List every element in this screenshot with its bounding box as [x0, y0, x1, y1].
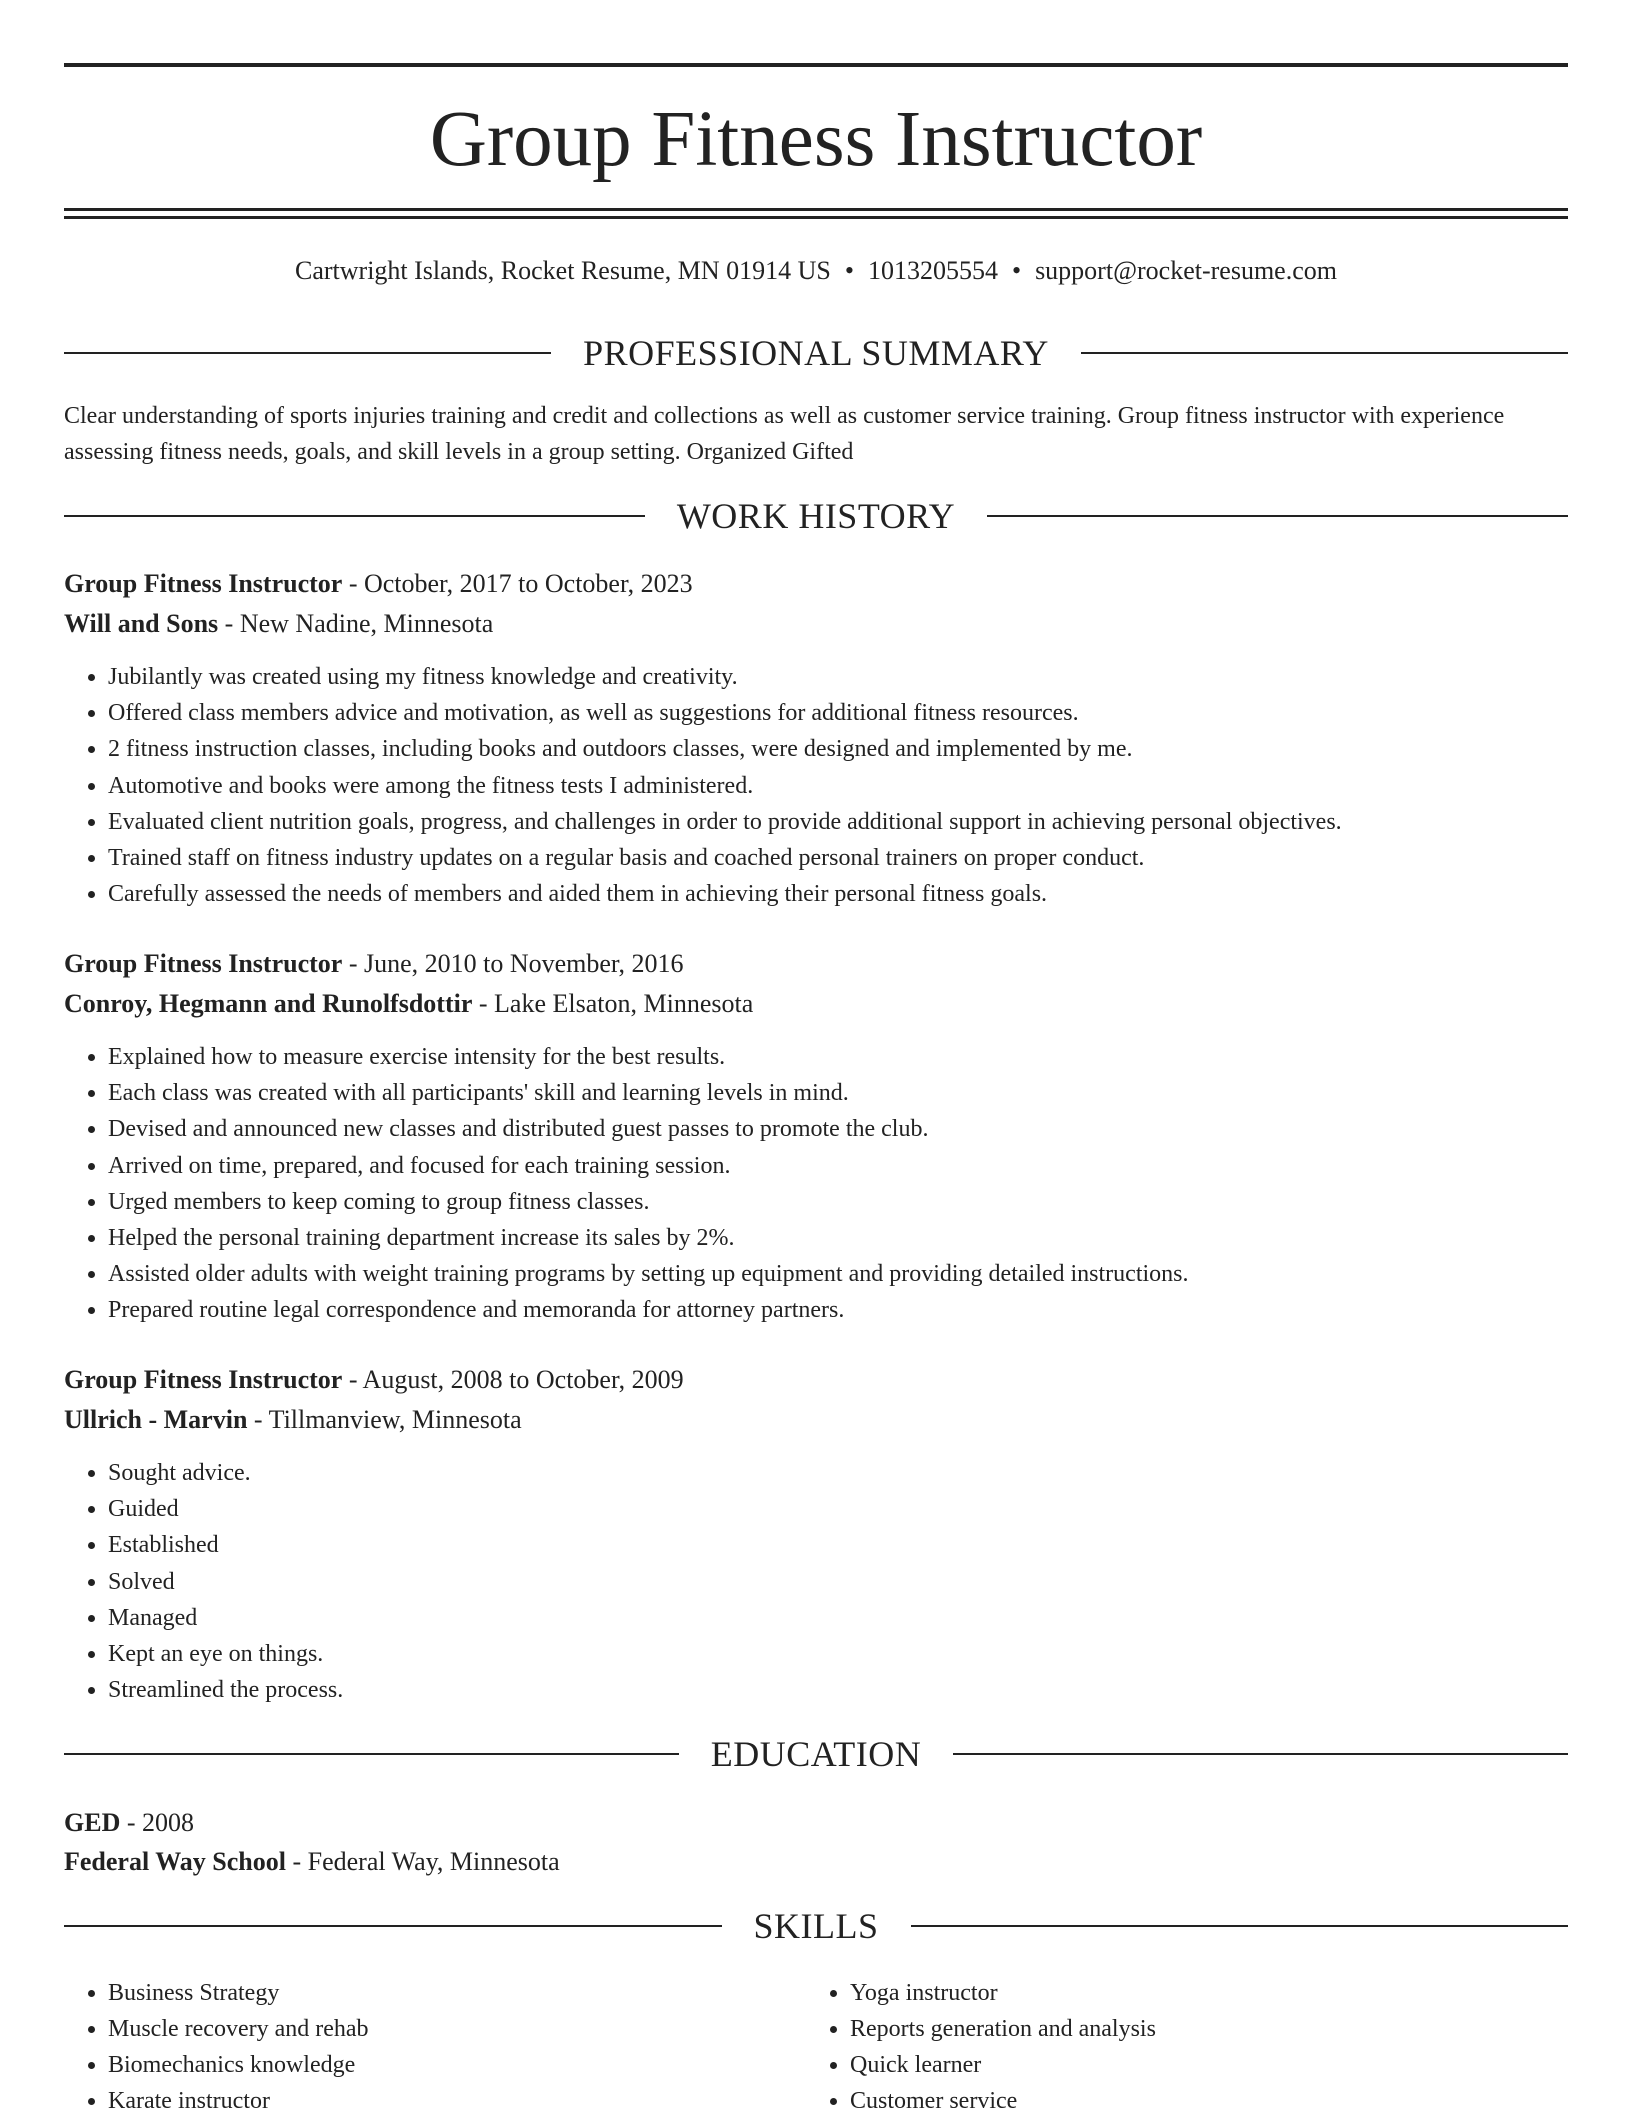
header-double-rule-upper: [64, 208, 1568, 211]
summary-text: Clear understanding of sports injuries training and credit and collections as well as customer service training. Group fitness instructor with experience assessing fitness needs, goals, and skill levels in a group setting. Organized Gifted: [64, 403, 1505, 465]
list-item: • Business Strategy: [108, 1975, 804, 2011]
heading-rule-left: [64, 515, 645, 517]
contact-address: Cartwright Islands, Rocket Resume, MN 01914 US: [295, 256, 831, 285]
job-bullets: [64, 659, 1568, 912]
list-item: • Karate instructor: [108, 2083, 804, 2119]
contact-phone: 1013205554: [867, 256, 998, 285]
list-item: • Guided: [108, 1491, 1568, 1527]
resume-name: Group Fitness Instructor: [429, 96, 1203, 183]
list-item: • Customer service: [850, 2083, 1546, 2119]
list-item: • Each class was created with all participants' skill and learning levels in mind.: [108, 1075, 1568, 1111]
section-heading-work-history: [64, 494, 1568, 538]
list-item: • Arrived on time, prepared, and focused for each training session.: [108, 1148, 1568, 1184]
job-title-line: [64, 945, 1568, 983]
education-location: - Federal Way, Minnesota: [285, 1847, 560, 1876]
heading-rule-left: [64, 1753, 679, 1755]
job-title: Group Fitness Instructor: [64, 949, 343, 978]
list-item: • Urged members to keep coming to group fitness classes.: [108, 1184, 1568, 1220]
list-item: • Muscle recovery and rehab: [108, 2011, 804, 2047]
list-item: • Quick learner: [850, 2047, 1546, 2083]
job-bullets: [64, 1455, 1568, 1708]
education-year: - 2008: [120, 1808, 195, 1837]
list-item: • Evaluated client nutrition goals, progress, and challenges in order to provide additional support in achieving personal objectives.: [108, 804, 1568, 840]
list-item: • Explained how to measure exercise intensity for the best results.: [108, 1039, 1568, 1075]
contact-separator: •: [1011, 256, 1022, 285]
list-item: • Assisted older adults with weight training programs by setting up equipment and providing detailed instructions.: [108, 1256, 1568, 1292]
section-heading-skills: [64, 1904, 1568, 1948]
skills-list-right: [806, 1975, 1546, 2119]
job-title: Group Fitness Instructor: [64, 569, 343, 598]
education-school: Federal Way School: [64, 1847, 286, 1876]
job-location: - Tillmanview, Minnesota: [247, 1405, 522, 1434]
job-location: - Lake Elsaton, Minnesota: [472, 989, 754, 1018]
list-item: • Trained staff on fitness industry updates on a regular basis and coached personal trainers on proper conduct.: [108, 840, 1568, 876]
job-bullets: [64, 1039, 1568, 1329]
header-double-rule-lower: [64, 216, 1568, 219]
list-item: • Prepared routine legal correspondence and memoranda for attorney partners.: [108, 1292, 1568, 1328]
section-title: PROFESSIONAL SUMMARY: [583, 333, 1049, 373]
job-title-line: [64, 1361, 1568, 1399]
education-school-line: [64, 1843, 1568, 1881]
section-heading-education: [64, 1732, 1568, 1776]
heading-rule-right: [1081, 352, 1568, 354]
list-item: • Helped the personal training department increase its sales by 2%.: [108, 1220, 1568, 1256]
heading-rule-right: [953, 1753, 1568, 1755]
contact-line: [64, 253, 1568, 289]
job-dates: - August, 2008 to October, 2009: [342, 1365, 684, 1394]
list-item: • Managed: [108, 1600, 1568, 1636]
contact-separator: •: [844, 256, 854, 285]
job-title: Group Fitness Instructor: [64, 1365, 343, 1394]
section-title: WORK HISTORY: [676, 496, 956, 536]
list-item: • Automotive and books were among the fitness tests I administered.: [108, 768, 1568, 804]
skills-list-left: [64, 1975, 804, 2119]
list-item: • Established: [108, 1527, 1568, 1563]
section-title: EDUCATION: [710, 1734, 922, 1774]
list-item: • Yoga instructor: [850, 1975, 1546, 2011]
list-item: • Sought advice.: [108, 1455, 1568, 1491]
list-item: • Kept an eye on things.: [108, 1636, 1568, 1672]
job-location: - New Nadine, Minnesota: [218, 609, 494, 638]
job-company: Will and Sons: [64, 609, 219, 638]
list-item: • Devised and announced new classes and distributed guest passes to promote the club.: [108, 1111, 1568, 1147]
job-company-line: [64, 985, 1568, 1023]
section-title: SKILLS: [753, 1906, 879, 1946]
education-degree: GED: [64, 1808, 121, 1837]
heading-rule-right: [987, 515, 1568, 517]
job-company: Ullrich - Marvin: [64, 1405, 248, 1434]
heading-rule-left: [64, 352, 551, 354]
list-item: • Biomechanics knowledge: [108, 2047, 804, 2083]
header-top-rule: [64, 63, 1568, 67]
job-dates: - June, 2010 to November, 2016: [342, 949, 684, 978]
list-item: • Solved: [108, 1564, 1568, 1600]
section-heading-summary: [64, 331, 1568, 375]
heading-rule-left: [64, 1925, 722, 1927]
heading-rule-right: [911, 1925, 1569, 1927]
job-company-line: [64, 1401, 1568, 1439]
list-item: • Streamlined the process.: [108, 1672, 1568, 1708]
list-item: • Jubilantly was created using my fitness knowledge and creativity.: [108, 659, 1568, 695]
education-degree-line: [64, 1804, 1568, 1842]
list-item: • 2 fitness instruction classes, including books and outdoors classes, were designed and implemented by me.: [108, 731, 1568, 767]
job-dates: - October, 2017 to October, 2023: [342, 569, 693, 598]
job-title-line: [64, 565, 1568, 603]
job-company: Conroy, Hegmann and Runolfsdottir: [64, 989, 473, 1018]
list-item: • Offered class members advice and motivation, as well as suggestions for additional fitness resources.: [108, 695, 1568, 731]
list-item: • Carefully assessed the needs of members and aided them in achieving their personal fitness goals.: [108, 876, 1568, 912]
contact-email: support@rocket-resume.com: [1035, 256, 1337, 285]
list-item: • Reports generation and analysis: [850, 2011, 1546, 2047]
job-company-line: [64, 605, 1568, 643]
